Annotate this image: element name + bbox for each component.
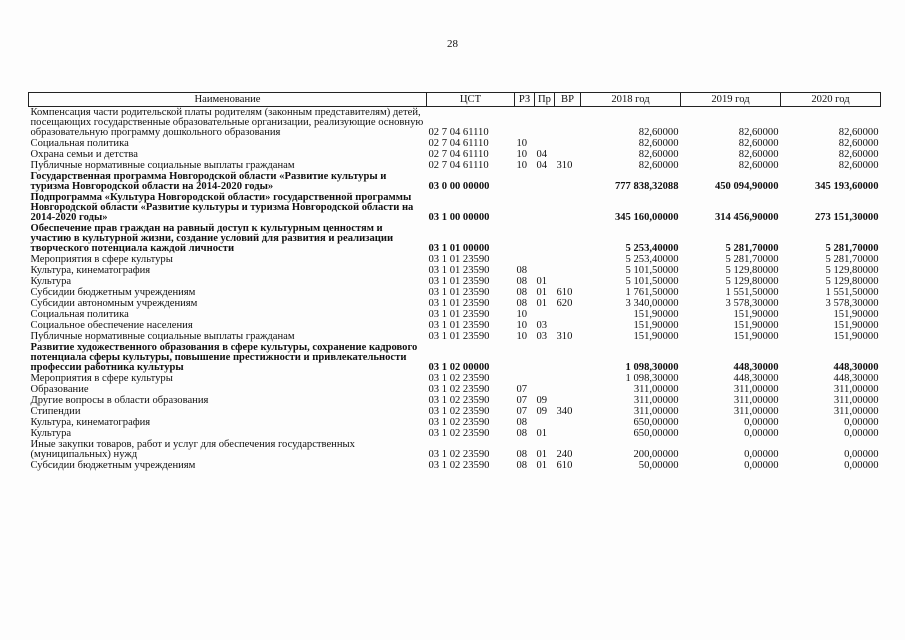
cell-2018: 1 098,30000 <box>625 362 679 373</box>
table-row <box>29 138 881 149</box>
cell-2018: 777 838,32088 <box>614 181 679 192</box>
cell-cst: 02 7 04 61110 <box>428 160 489 171</box>
cell-2020: 273 151,30000 <box>814 212 879 223</box>
cell-2019: 3 578,30000 <box>725 298 779 309</box>
cell-name: Образование <box>30 384 89 395</box>
cell-pr: 01 <box>536 460 548 471</box>
cell-name: Культура, кинематография <box>30 265 151 276</box>
table-row <box>29 406 881 417</box>
cell-2019: 314 456,90000 <box>714 212 779 223</box>
cell-rz <box>515 254 535 265</box>
cell-vr <box>555 192 581 223</box>
cell-vr: 610 <box>556 460 573 471</box>
cell-rz: 08 <box>516 460 528 471</box>
cell-2018: 650,00000 <box>633 428 679 439</box>
cell-vr <box>555 171 581 192</box>
cell-name: Охрана семьи и детства <box>30 149 138 160</box>
cell-cst: 03 1 01 23590 <box>428 254 490 265</box>
table-header-row <box>29 93 881 107</box>
cell-2018: 151,90000 <box>633 309 679 320</box>
table-row <box>29 460 881 471</box>
cell-vr: 240 <box>556 449 573 460</box>
cell-rz <box>515 192 535 223</box>
cell-vr <box>555 384 581 395</box>
cell-pr <box>535 373 555 384</box>
cell-vr: 310 <box>556 331 573 342</box>
cell-2020: 311,00000 <box>833 384 879 395</box>
cell-2020: 151,90000 <box>833 331 879 342</box>
cell-2020: 0,00000 <box>844 449 879 460</box>
cell-rz: 10 <box>516 160 528 171</box>
cell-name: Субсидии автономным учреждениям <box>30 298 198 309</box>
cell-cst: 03 1 02 23590 <box>428 460 490 471</box>
cell-pr: 04 <box>536 160 548 171</box>
cell-pr: 09 <box>536 395 548 406</box>
cell-vr: 610 <box>556 287 573 298</box>
cell-pr: 04 <box>536 149 548 160</box>
cell-2018: 345 160,00000 <box>614 212 679 223</box>
cell-2019: 0,00000 <box>744 428 779 439</box>
cell-2020: 0,00000 <box>844 460 879 471</box>
cell-2020: 151,90000 <box>833 320 879 331</box>
cell-2019: 311,00000 <box>733 406 779 417</box>
cell-pr <box>535 384 555 395</box>
cell-cst: 03 1 01 23590 <box>428 331 490 342</box>
cell-2020: 82,60000 <box>838 149 879 160</box>
cell-2018: 5 101,50000 <box>625 265 679 276</box>
cell-pr <box>535 342 555 373</box>
cell-rz <box>515 373 535 384</box>
cell-cst: 03 1 01 23590 <box>428 298 490 309</box>
cell-2020: 3 578,30000 <box>825 298 879 309</box>
cell-name: Социальное обеспечение населения <box>30 320 193 331</box>
cell-2018: 5 101,50000 <box>625 276 679 287</box>
cell-cst: 03 1 01 23590 <box>428 287 490 298</box>
cell-2019: 311,00000 <box>733 384 779 395</box>
cell-pr <box>535 309 555 320</box>
cell-pr <box>535 192 555 223</box>
cell-vr <box>555 395 581 406</box>
cell-name: Культура <box>30 276 72 287</box>
cell-2018: 5 253,40000 <box>625 254 679 265</box>
cell-name: Подпрограмма «Культура Новгородской области» государственной программы Новгородской области «Развитие культуры и туризма Новгородской области на 2014-2020 годы» <box>30 192 414 223</box>
cell-name: Культура, кинематография <box>30 417 151 428</box>
cell-2018: 311,00000 <box>633 384 679 395</box>
table-row <box>29 309 881 320</box>
cell-name: Публичные нормативные социальные выплаты гражданам <box>30 160 295 171</box>
cell-name: Другие вопросы в области образования <box>30 395 209 406</box>
cell-rz <box>515 171 535 192</box>
cell-2018: 151,90000 <box>633 320 679 331</box>
cell-2019: 0,00000 <box>744 460 779 471</box>
cell-2019: 5 129,80000 <box>725 276 779 287</box>
cell-2019: 450 094,90000 <box>714 181 779 192</box>
cell-2018: 1 098,30000 <box>625 373 679 384</box>
cell-pr: 01 <box>536 449 548 460</box>
cell-rz: 08 <box>516 276 528 287</box>
cell-name: Государственная программа Новгородской области «Развитие культуры и туризма Новгородской области на 2014-2020 годы» <box>30 171 387 192</box>
table-row <box>29 276 881 287</box>
cell-name: Социальная политика <box>30 138 129 149</box>
cell-2018: 82,60000 <box>638 127 679 138</box>
cell-2018: 311,00000 <box>633 406 679 417</box>
table-row <box>29 417 881 428</box>
table-row <box>29 171 881 192</box>
cell-name: Компенсация части родительской платы родителям (законным представителям) детей, посещающих государственные образовательные организации, реализующие основную образовательную программу дошкольного образования <box>30 107 424 138</box>
cell-2020: 0,00000 <box>844 428 879 439</box>
table-row <box>29 439 881 460</box>
budget-table <box>28 92 881 471</box>
cell-rz: 08 <box>516 428 528 439</box>
table-row <box>29 373 881 384</box>
cell-2019: 448,30000 <box>733 373 779 384</box>
cell-2020: 311,00000 <box>833 395 879 406</box>
cell-2018: 650,00000 <box>633 417 679 428</box>
cell-2020: 5 281,70000 <box>825 254 879 265</box>
cell-vr <box>555 149 581 160</box>
table-row <box>29 160 881 171</box>
cell-cst: 03 1 02 23590 <box>428 417 490 428</box>
cell-cst: 03 1 02 23590 <box>428 449 490 460</box>
table-row <box>29 384 881 395</box>
cell-vr <box>555 254 581 265</box>
cell-2019: 151,90000 <box>733 331 779 342</box>
cell-vr <box>555 223 581 254</box>
cell-vr <box>555 342 581 373</box>
table-body <box>29 107 881 472</box>
cell-name: Развитие художественного образования в сфере культуры, сохранение кадрового потенциала сферы культуры, повышение престижности и привлекательности профессии работника культуры <box>30 342 418 373</box>
cell-cst: 03 1 02 23590 <box>428 406 490 417</box>
cell-rz: 08 <box>516 265 528 276</box>
cell-pr: 01 <box>536 276 548 287</box>
table-row <box>29 331 881 342</box>
header-name: Наименование <box>29 93 427 107</box>
cell-pr: 09 <box>536 406 548 417</box>
cell-2019: 5 129,80000 <box>725 265 779 276</box>
table-row <box>29 395 881 406</box>
cell-rz: 10 <box>516 149 528 160</box>
cell-2020: 448,30000 <box>833 362 879 373</box>
cell-2019: 82,60000 <box>738 138 779 149</box>
cell-rz: 08 <box>516 417 528 428</box>
cell-name: Стипендии <box>30 406 81 417</box>
cell-cst: 02 7 04 61110 <box>428 138 489 149</box>
cell-pr: 01 <box>536 298 548 309</box>
cell-rz: 07 <box>516 406 528 417</box>
cell-2019: 82,60000 <box>738 149 779 160</box>
cell-2018: 151,90000 <box>633 331 679 342</box>
cell-2019: 0,00000 <box>744 449 779 460</box>
cell-2018: 82,60000 <box>638 149 679 160</box>
cell-cst: 03 1 02 23590 <box>428 428 490 439</box>
cell-pr <box>535 265 555 276</box>
cell-2019: 5 281,70000 <box>725 243 779 254</box>
cell-2019: 151,90000 <box>733 309 779 320</box>
cell-pr: 03 <box>536 331 548 342</box>
cell-vr: 620 <box>556 298 573 309</box>
cell-2018: 3 340,00000 <box>625 298 679 309</box>
cell-cst: 03 1 02 23590 <box>428 373 490 384</box>
table-row <box>29 298 881 309</box>
cell-cst: 03 1 01 23590 <box>428 309 490 320</box>
cell-cst: 03 1 01 23590 <box>428 276 490 287</box>
cell-2019: 311,00000 <box>733 395 779 406</box>
cell-2019: 1 551,50000 <box>725 287 779 298</box>
cell-pr <box>535 138 555 149</box>
cell-name: Культура <box>30 428 72 439</box>
cell-rz: 08 <box>516 298 528 309</box>
cell-2020: 448,30000 <box>833 373 879 384</box>
cell-rz <box>515 342 535 373</box>
cell-rz: 08 <box>516 449 528 460</box>
cell-2019: 82,60000 <box>738 160 779 171</box>
cell-rz: 10 <box>516 138 528 149</box>
header-pr: Пр <box>535 93 555 107</box>
cell-2020: 5 129,80000 <box>825 276 879 287</box>
cell-2020: 5 129,80000 <box>825 265 879 276</box>
header-vr: ВР <box>555 93 581 107</box>
cell-cst: 03 0 00 00000 <box>428 181 490 192</box>
cell-2020: 311,00000 <box>833 406 879 417</box>
cell-2018: 50,00000 <box>638 460 679 471</box>
table-row <box>29 223 881 254</box>
cell-pr: 01 <box>536 428 548 439</box>
cell-2019: 151,90000 <box>733 320 779 331</box>
cell-2018: 5 253,40000 <box>625 243 679 254</box>
header-2019: 2019 год <box>681 93 781 107</box>
header-2020: 2020 год <box>781 93 881 107</box>
table-row <box>29 320 881 331</box>
cell-vr <box>555 265 581 276</box>
cell-rz: 07 <box>516 384 528 395</box>
cell-cst: 03 1 02 23590 <box>428 395 490 406</box>
cell-pr <box>535 417 555 428</box>
cell-vr: 310 <box>556 160 573 171</box>
cell-name: Субсидии бюджетным учреждениям <box>30 287 196 298</box>
table-row <box>29 428 881 439</box>
page-number: 28 <box>447 38 458 50</box>
cell-cst: 03 1 02 23590 <box>428 384 490 395</box>
cell-name: Мероприятия в сфере культуры <box>30 254 173 265</box>
cell-pr <box>535 223 555 254</box>
table-row <box>29 287 881 298</box>
cell-rz <box>515 223 535 254</box>
cell-2019: 0,00000 <box>744 417 779 428</box>
cell-vr: 340 <box>556 406 573 417</box>
cell-rz: 10 <box>516 309 528 320</box>
cell-2020: 82,60000 <box>838 127 879 138</box>
cell-2020: 1 551,50000 <box>825 287 879 298</box>
cell-name: Публичные нормативные социальные выплаты гражданам <box>30 331 295 342</box>
cell-2018: 311,00000 <box>633 395 679 406</box>
table-row <box>29 107 881 139</box>
cell-name: Обеспечение прав граждан на равный доступ к культурным ценностям и участию в культурной жизни, создание условий для развития и реализации творческого потенциала каждой личности <box>30 223 394 254</box>
cell-cst: 03 1 00 00000 <box>428 212 490 223</box>
cell-vr <box>555 138 581 149</box>
cell-2018: 200,00000 <box>633 449 679 460</box>
cell-2018: 82,60000 <box>638 160 679 171</box>
cell-2020: 82,60000 <box>838 160 879 171</box>
cell-pr <box>535 254 555 265</box>
cell-vr <box>555 428 581 439</box>
cell-vr <box>555 373 581 384</box>
cell-cst: 03 1 01 23590 <box>428 265 490 276</box>
cell-2020: 151,90000 <box>833 309 879 320</box>
cell-2020: 5 281,70000 <box>825 243 879 254</box>
cell-rz <box>515 107 535 139</box>
cell-2020: 0,00000 <box>844 417 879 428</box>
cell-name: Социальная политика <box>30 309 129 320</box>
cell-pr: 03 <box>536 320 548 331</box>
cell-cst: 03 1 01 00000 <box>428 243 490 254</box>
cell-vr <box>555 276 581 287</box>
cell-vr <box>555 309 581 320</box>
cell-2019: 5 281,70000 <box>725 254 779 265</box>
cell-cst: 03 1 01 23590 <box>428 320 490 331</box>
cell-name: Иные закупки товаров, работ и услуг для обеспечения государственных (муниципальных) нужд <box>30 439 355 460</box>
cell-2020: 82,60000 <box>838 138 879 149</box>
header-rz: РЗ <box>515 93 535 107</box>
cell-vr <box>555 107 581 139</box>
cell-rz: 10 <box>516 331 528 342</box>
cell-pr: 01 <box>536 287 548 298</box>
cell-2019: 448,30000 <box>733 362 779 373</box>
cell-vr <box>555 417 581 428</box>
table-row <box>29 192 881 223</box>
cell-pr <box>535 171 555 192</box>
header-2018: 2018 год <box>581 93 681 107</box>
cell-name: Субсидии бюджетным учреждениям <box>30 460 196 471</box>
cell-rz: 07 <box>516 395 528 406</box>
cell-cst: 02 7 04 61110 <box>428 149 489 160</box>
cell-cst: 02 7 04 61110 <box>428 127 489 138</box>
cell-cst: 03 1 02 00000 <box>428 362 490 373</box>
cell-rz: 08 <box>516 287 528 298</box>
cell-2020: 345 193,60000 <box>814 181 879 192</box>
table-row <box>29 265 881 276</box>
cell-pr <box>535 107 555 139</box>
cell-2019: 82,60000 <box>738 127 779 138</box>
header-cst: ЦСТ <box>427 93 515 107</box>
cell-2018: 1 761,50000 <box>625 287 679 298</box>
cell-vr <box>555 320 581 331</box>
cell-name: Мероприятия в сфере культуры <box>30 373 173 384</box>
table-row <box>29 342 881 373</box>
table-row <box>29 254 881 265</box>
cell-rz: 10 <box>516 320 528 331</box>
table-row <box>29 149 881 160</box>
cell-2018: 82,60000 <box>638 138 679 149</box>
